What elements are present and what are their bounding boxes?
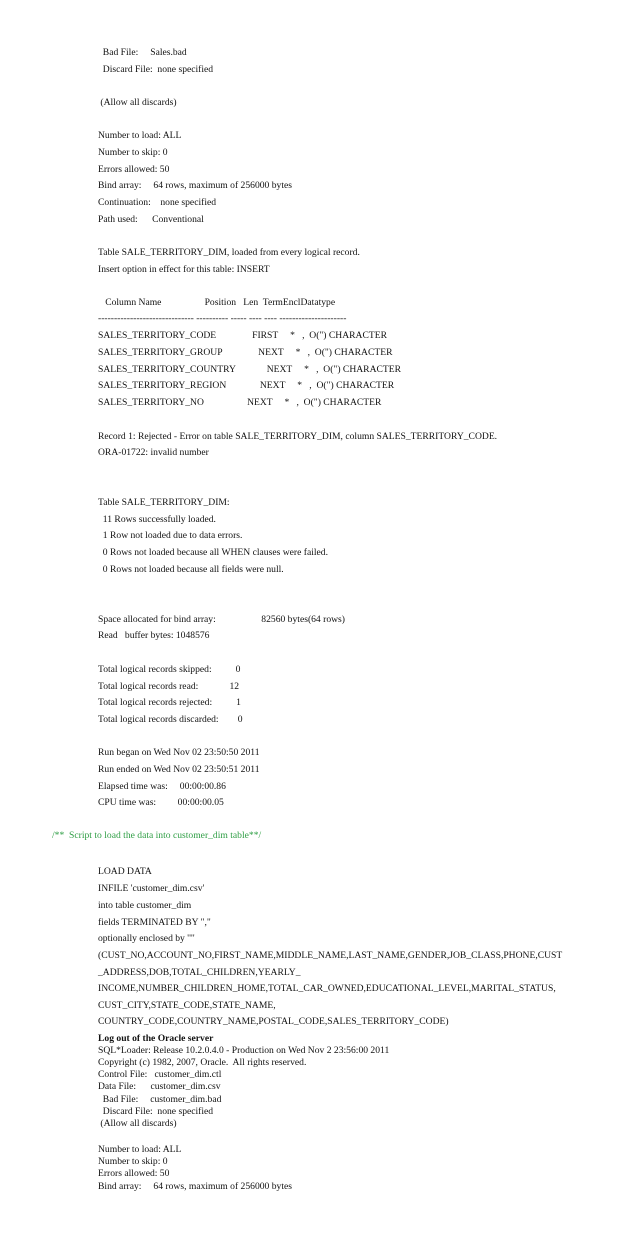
log-line: Errors allowed: 50 — [98, 164, 170, 175]
log-line: Run ended on Wed Nov 02 23:50:51 2011 — [98, 764, 260, 775]
section-heading: Log out of the Oracle server — [98, 1033, 214, 1044]
log-line: Copyright (c) 1982, 2007, Oracle. All rights reserved. — [98, 1057, 307, 1068]
log-line: Errors allowed: 50 — [98, 1168, 170, 1179]
log-line: SALES_TERRITORY_GROUP NEXT * , O(") CHARACTER — [98, 347, 393, 358]
log-line: 0 Rows not loaded because all WHEN clauses were failed. — [98, 547, 328, 558]
log-line: Discard File: none specified — [98, 64, 214, 75]
log-line: Read buffer bytes: 1048576 — [98, 630, 210, 641]
log-line: Total logical records read: 12 — [98, 681, 240, 692]
log-line: Record 1: Rejected - Error on table SALE_TERRITORY_DIM, column SALES_TERRITORY_CODE. — [98, 431, 498, 442]
log-line: Run began on Wed Nov 02 23:50:50 2011 — [98, 747, 260, 758]
log-line: Continuation: none specified — [98, 197, 217, 208]
log-line: optionally enclosed by '"' — [98, 933, 195, 944]
log-line: Table SALE_TERRITORY_DIM: — [98, 497, 230, 508]
log-line: ORA-01722: invalid number — [98, 447, 209, 458]
log-line: (CUST_NO,ACCOUNT_NO,FIRST_NAME,MIDDLE_NAME,LAST_NAME,GENDER,JOB_CLASS,PHONE,CUST — [98, 950, 563, 961]
log-line: CPU time was: 00:00:00.05 — [98, 797, 224, 808]
log-line: 1 Row not loaded due to data errors. — [98, 530, 243, 541]
log-line: INCOME,NUMBER_CHILDREN_HOME,TOTAL_CAR_OWNED,EDUCATIONAL_LEVEL,MARITAL_STATUS, — [98, 983, 556, 994]
log-line: SQL*Loader: Release 10.2.0.4.0 - Production on Wed Nov 2 23:56:00 2011 — [98, 1045, 390, 1056]
log-line: INFILE 'customer_dim.csv' — [98, 883, 205, 894]
log-line: 0 Rows not loaded because all fields were null. — [98, 564, 284, 575]
log-line: SALES_TERRITORY_COUNTRY NEXT * , O(") CHARACTER — [98, 364, 402, 375]
log-line: fields TERMINATED BY "," — [98, 917, 211, 928]
log-line: (Allow all discards) — [98, 97, 177, 108]
log-line: Insert option in effect for this table: INSERT — [98, 264, 270, 275]
log-line: COUNTRY_CODE,COUNTRY_NAME,POSTAL_CODE,SALES_TERRITORY_CODE) — [98, 1016, 449, 1027]
log-line: Column Name Position Len TermEnclDatatype — [98, 297, 336, 308]
log-line: CUST_CITY,STATE_CODE,STATE_NAME, — [98, 1000, 276, 1011]
log-line: Number to load: ALL — [98, 1144, 182, 1155]
log-line: Path used: Conventional — [98, 214, 204, 225]
log-line: LOAD DATA — [98, 866, 152, 877]
log-line: Bad File: customer_dim.bad — [98, 1094, 222, 1105]
log-line: Bind array: 64 rows, maximum of 256000 bytes — [98, 1181, 292, 1192]
log-line: Number to skip: 0 — [98, 147, 168, 158]
log-line: Number to skip: 0 — [98, 1156, 168, 1167]
log-line: Control File: customer_dim.ctl — [98, 1069, 222, 1080]
script-comment: /** Script to load the data into customer_dim table**/ — [52, 830, 262, 841]
log-line: Data File: customer_dim.csv — [98, 1081, 221, 1092]
log-line: (Allow all discards) — [98, 1118, 177, 1129]
log-line: SALES_TERRITORY_REGION NEXT * , O(") CHARACTER — [98, 380, 395, 391]
log-line: _ADDRESS,DOB,TOTAL_CHILDREN,YEARLY_ — [98, 967, 301, 978]
log-line: Table SALE_TERRITORY_DIM, loaded from every logical record. — [98, 247, 360, 258]
log-line: ------------------------------ ---------- ----- ---- ---- --------------------- — [98, 313, 347, 324]
log-line: SALES_TERRITORY_NO NEXT * , O(") CHARACTER — [98, 397, 382, 408]
log-line: Number to load: ALL — [98, 130, 182, 141]
log-line: Space allocated for bind array: 82560 bytes(64 rows) — [98, 614, 345, 625]
log-line: Elapsed time was: 00:00:00.86 — [98, 781, 226, 792]
log-line: Bad File: Sales.bad — [98, 47, 187, 58]
log-line: SALES_TERRITORY_CODE FIRST * , O(") CHARACTER — [98, 330, 387, 341]
log-line: 11 Rows successfully loaded. — [98, 514, 216, 525]
log-line: Total logical records rejected: 1 — [98, 697, 241, 708]
log-line: Total logical records skipped: 0 — [98, 664, 241, 675]
log-line: into table customer_dim — [98, 900, 192, 911]
log-line: Total logical records discarded: 0 — [98, 714, 243, 725]
log-line: Discard File: none specified — [98, 1106, 214, 1117]
log-line: Bind array: 64 rows, maximum of 256000 bytes — [98, 180, 292, 191]
